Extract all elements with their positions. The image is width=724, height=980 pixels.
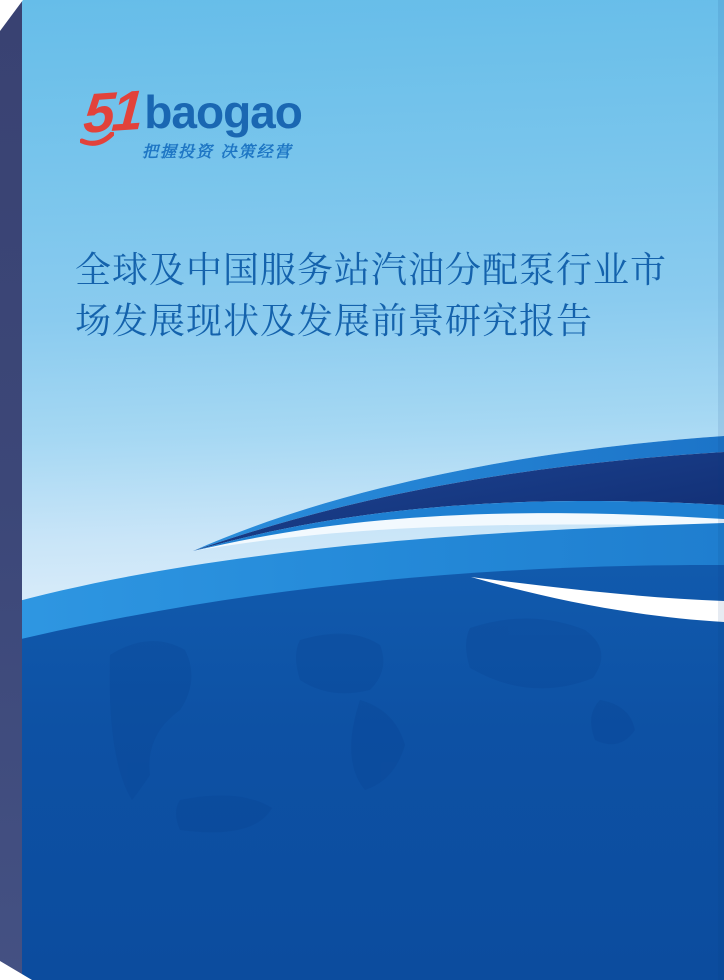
report-title xyxy=(75,244,685,346)
logo-name-text: baogao xyxy=(144,86,302,138)
spine-bar xyxy=(0,0,22,980)
report-title-line2: 场发展现状及发展前景研究报告 xyxy=(75,300,594,341)
report-title-line1: 全球及中国服务站汽油分配泵行业市 xyxy=(75,249,668,290)
logo-51-text: 51 xyxy=(81,78,143,145)
right-edge-shade xyxy=(718,0,724,980)
logo xyxy=(81,78,302,162)
logo-tagline: 把握投资 决策经营 xyxy=(142,144,293,161)
logo-mark xyxy=(81,78,302,145)
logo-swoosh-icon xyxy=(80,132,114,150)
